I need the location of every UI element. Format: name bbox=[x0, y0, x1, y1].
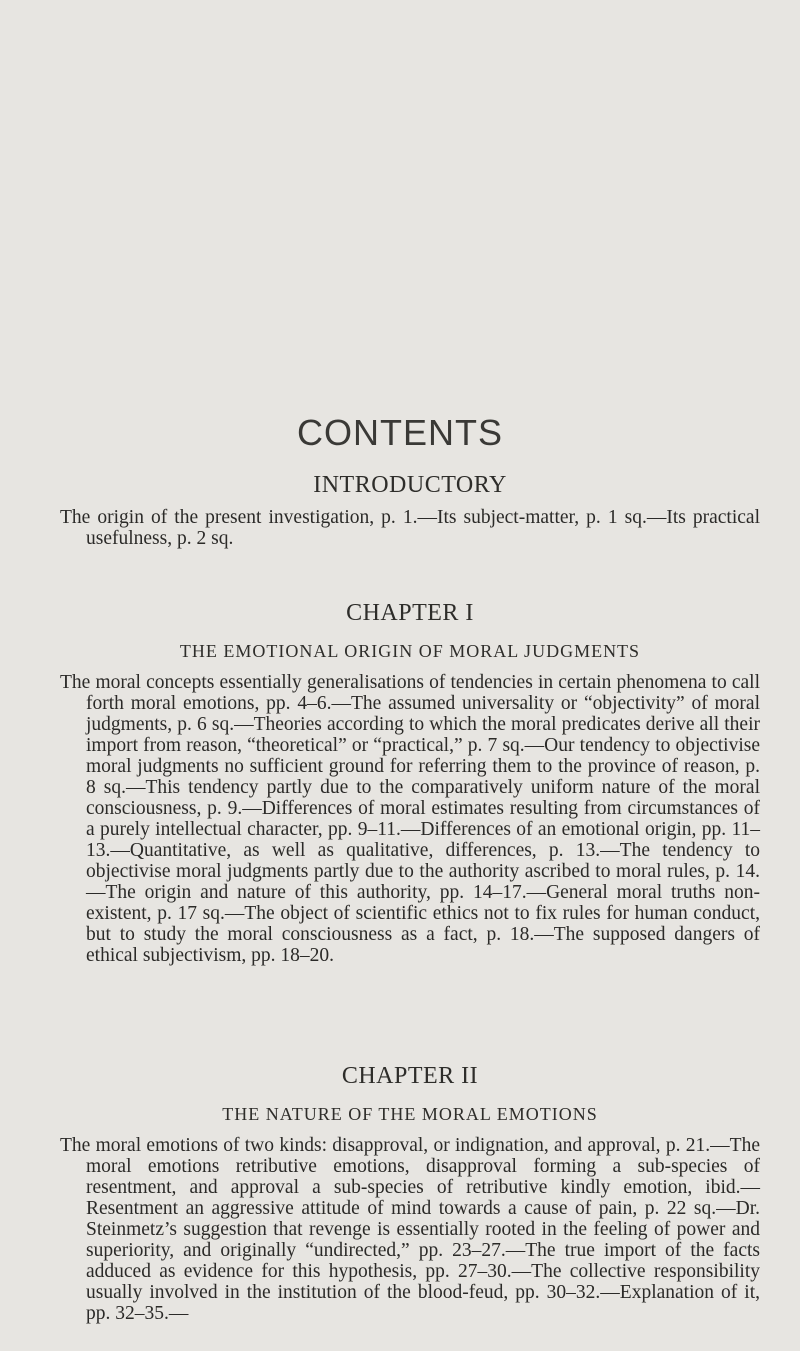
section-heading: INTRODUCTORY bbox=[313, 472, 507, 498]
section-chapter-2 bbox=[60, 1063, 760, 1324]
section-chapter-1 bbox=[60, 600, 760, 966]
chapter-subheading: THE EMOTIONAL ORIGIN OF MORAL JUDGMENTS bbox=[179, 641, 641, 661]
chapter-heading: CHAPTER I bbox=[346, 600, 474, 626]
chapter-heading: CHAPTER II bbox=[341, 1063, 479, 1089]
section-text: The origin of the present investigation, p. 1.—Its subject-matter, p. 1 sq.—Its practical usefulness, p. 2 sq. bbox=[60, 507, 760, 549]
chapter-text: The moral emotions of two kinds: disapproval, or indignation, and approval, p. 21.—The moral emotions retributive emotions, disapproval forming a sub-species of resentment, and approval a sub-species of retributive kindly emotion, ibid.—Resentment an aggressive attitude of mind towards a cause of pain, p. 22 sq.—Dr. Steinmetz’s suggestion that revenge is essentially rooted in the feeling of power and superiority, and originally “undirected,” pp. 23–27.—The true import of the facts adduced as evidence for this hypothesis, pp. 27–30.—The collective responsibility usually involved in the institution of the blood-feud, pp. 30–32.—Explanation of it, pp. 32–35.— bbox=[60, 1135, 760, 1324]
page-title: CONTENTS bbox=[297, 412, 503, 453]
chapter-subheading: THE NATURE OF THE MORAL EMOTIONS bbox=[222, 1104, 598, 1124]
chapter-text: The moral concepts essentially generalisations of tendencies in certain phenomena to call forth moral emotions, pp. 4–6.—The assumed universality or “objectivity” of moral judgments, p. 6 sq.—Theories according to which the moral predicates derive all their import from reason, “theoretical” or “practical,” p. 7 sq.—Our tendency to objectivise moral judgments no sufficient ground for referring them to the province of reason, p. 8 sq.—This tendency partly due to the comparatively uniform nature of the moral consciousness, p. 9.—Differences of moral estimates resulting from circumstances of a purely intellectual character, pp. 9–11.—Differences of an emotional origin, pp. 11–13.—Quantitative, as well as qualitative, differences, p. 13.—The tendency to objectivise moral judgments partly due to the authority ascribed to moral rules, p. 14.—The origin and nature of this authority, pp. 14–17.—General moral truths non-existent, p. 17 sq.—The object of scientific ethics not to fix rules for human conduct, but to study the moral consciousness as a fact, p. 18.—The supposed dangers of ethical subjectivism, pp. 18–20. bbox=[60, 672, 760, 966]
section-introductory bbox=[60, 472, 760, 549]
